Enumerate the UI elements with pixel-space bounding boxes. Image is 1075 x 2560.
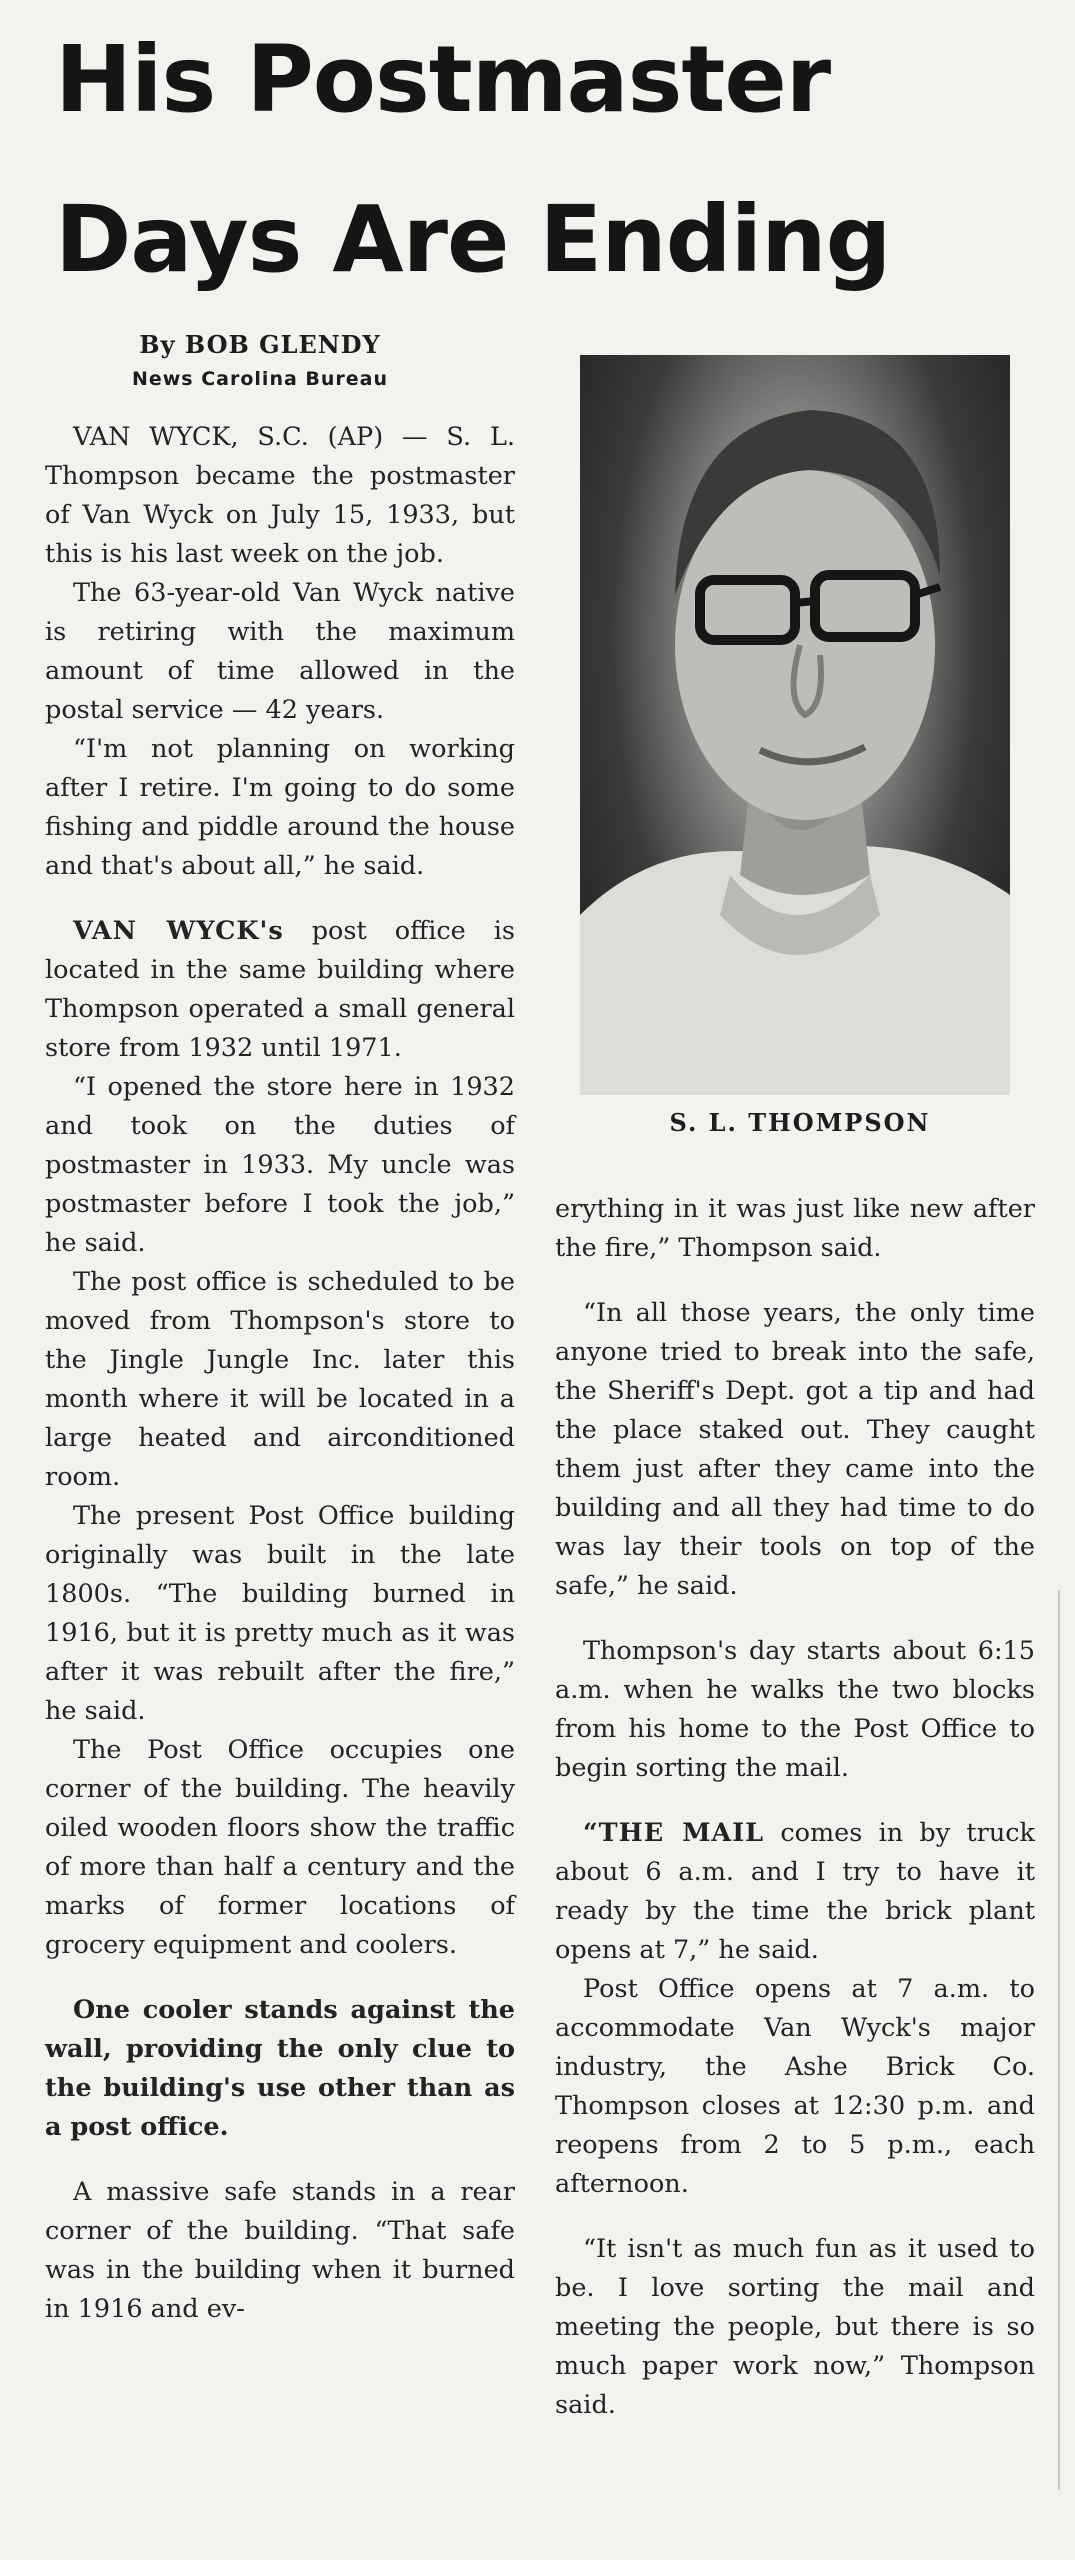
paragraph: “In all those years, the only time anyone tried to break into the safe, the Sheriff's Dept. got a tip and had the place staked out. They caught them just after they came into the building and all they had time to do was lay their tools on top of the safe,” he said. [555, 1298, 1035, 1601]
paragraph: Post Office opens at 7 a.m. to accommodate Van Wyck's major industry, the Ashe Brick Co. Thompson closes at 12:30 p.m. and reopens from 2 to 5 p.m., each afternoon. [555, 1974, 1035, 2199]
headline [55, 0, 1055, 320]
subhead-run: VAN WYCK's [73, 916, 284, 946]
paragraph: The 63-year-old Van Wyck native is retiring with the maximum amount of time allowed in the postal service — 42 years. [45, 578, 515, 725]
paragraph: The Post Office occupies one corner of the building. The heavily oiled wooden floors show the traffic of more than half a century and the marks of former locations of grocery equipment and coolers. [45, 1735, 515, 1960]
byline-bureau: News Carolina Bureau [131, 368, 389, 390]
subhead-run: “THE MAIL [583, 1818, 765, 1848]
paragraph-text: comes in by truck about 6 a.m. and I try to have it ready by the time the brick plant opens at 7,” he said. [555, 1818, 1035, 1965]
paragraph: VAN WYCK, S.C. (AP) — S. L. Thompson became the postmaster of Van Wyck on July 15, 1933, but this is his last week on the job. [45, 422, 515, 569]
paragraph-text: post office is located in the same building where Thompson operated a small general store from 1932 until 1971. [45, 916, 515, 1063]
photo-caption: S. L. THOMPSON [669, 1108, 931, 1137]
paragraph: The present Post Office building originally was built in the late 1800s. “The building burned in 1916, but it is pretty much as it was after it was rebuilt after the fire,” he said. [45, 1501, 515, 1726]
paragraph: A massive safe stands in a rear corner of the building. “That safe was in the building when it burned in 1916 and ev- [45, 2177, 515, 2324]
subhead-paragraph [555, 1814, 1035, 1970]
paragraph: “I'm not planning on working after I retire. I'm going to do some fishing and piddle around the house and that's about all,” he said. [45, 734, 515, 881]
article-column-left [45, 418, 515, 2329]
paragraph: “I opened the store here in 1932 and took on the duties of postmaster in 1933. My uncle was postmaster before I took the job,” he said. [45, 1072, 515, 1258]
article-column-right [555, 1190, 1035, 2425]
bold-paragraph: One cooler stands against the wall, providing the only clue to the building's use other than as a post office. [45, 1995, 515, 2142]
column-rule [1058, 1590, 1060, 2490]
headline-line-1: His Postmaster [55, 26, 831, 133]
paragraph: The post office is scheduled to be moved from Thompson's store to the Jingle Jungle Inc. later this month where it will be located in a large heated and airconditioned room. [45, 1267, 515, 1492]
paragraph: “It isn't as much fun as it used to be. I love sorting the mail and meeting the people, but there is so much paper work now,” Thompson said. [555, 2234, 1035, 2420]
portrait-photo [580, 355, 1010, 1095]
headline-line-2: Days Are Ending [55, 186, 891, 293]
paragraph: erything in it was just like new after the fire,” Thompson said. [555, 1194, 1035, 1263]
portrait-photo-drawing [580, 355, 1010, 1095]
subhead-paragraph [45, 912, 515, 1068]
paragraph: Thompson's day starts about 6:15 a.m. when he walks the two blocks from his home to the Post Office to begin sorting the mail. [555, 1636, 1035, 1783]
byline-author: By BOB GLENDY [139, 330, 381, 359]
